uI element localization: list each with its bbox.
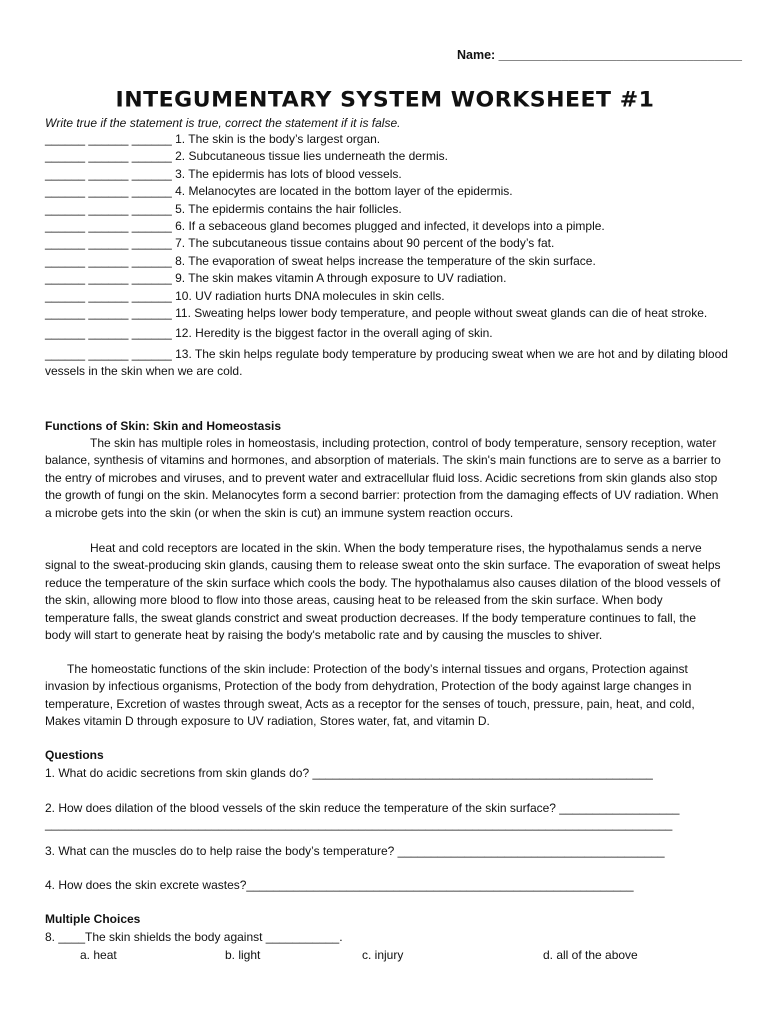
statement-13[interactable]: ______ ______ ______ 13. The skin helps regulate body temperature by producing sweat when we are hot and by dilating blood vessels in the skin when we are cold.	[45, 346, 728, 379]
statement-5[interactable]: ______ ______ ______ 5. The epidermis contains the hair follicles.	[45, 201, 402, 216]
reading-paragraph-2: Heat and cold receptors are located in the skin. When the body temperature rises, the hypothalamus sends a nerve signal to the sweat-producing skin glands, causing them to release sweat onto the skin surface. The evaporation of sweat helps reduce the temperature of the skin surface which cools the body. The hypothalamus also causes dilation of the blood vessels of the skin, allowing more blood to flow into those areas, causing heat to be released from the skin surface. When body temperature falls, the sweat glands constrict and sweat production decreases. If the body temperature continues to fall, the body will start to generate heat by raising the body's metabolic rate and by causing the muscles to shiver.	[45, 541, 721, 643]
reading-heading: Functions of Skin: Skin and Homeostasis	[45, 419, 282, 433]
question-4[interactable]: 4. How does the skin excrete wastes?__________________________________________________________	[45, 878, 634, 892]
multiple-choice-heading: Multiple Choices	[45, 912, 141, 926]
statement-12[interactable]: ______ ______ ______ 12. Heredity is the biggest factor in the overall aging of skin.	[45, 326, 493, 341]
question-2-answer-line[interactable]: ______________________________________________________________________________________________	[45, 817, 673, 831]
statement-3[interactable]: ______ ______ ______ 3. The epidermis has lots of blood vessels.	[45, 166, 402, 181]
option-c[interactable]: c. injury	[362, 948, 404, 962]
option-a[interactable]: a. heat	[80, 948, 117, 962]
statement-6[interactable]: ______ ______ ______ 6. If a sebaceous gland becomes plugged and infected, it develops into a pimple.	[45, 219, 605, 234]
instructions: Write true if the statement is true, correct the statement if it is false.	[45, 116, 401, 130]
statement-7[interactable]: ______ ______ ______ 7. The subcutaneous tissue contains about 90 percent of the body’s fat.	[45, 236, 555, 251]
option-b[interactable]: b. light	[225, 948, 261, 962]
statement-2[interactable]: ______ ______ ______ 2. Subcutaneous tissue lies underneath the dermis.	[45, 149, 448, 164]
questions-heading: Questions	[45, 748, 104, 762]
statement-1[interactable]: ______ ______ ______ 1. The skin is the body’s largest organ.	[45, 132, 381, 146]
statement-8[interactable]: ______ ______ ______ 8. The evaporation of sweat helps increase the temperature of the skin surface.	[45, 253, 596, 268]
reading-paragraph-1: The skin has multiple roles in homeostasis, including protection, control of body temperature, sensory reception, water balance, synthesis of vitamins and hormones, and absorption of materials. The skin's main functions are to serve as a barrier to the entry of microbes and viruses, and to prevent water and extracellular fluid loss. Acidic secretions from skin glands also stop the growth of fungi on the skin. Melanocytes form a second barrier: protection from the damaging effects of UV radiation. When a microbe gets into the skin (or when the skin is cut) an immune system reaction occurs.	[45, 436, 721, 520]
multiple-choice-question-8[interactable]: 8. ____The skin shields the body against ___________.	[45, 930, 343, 944]
worksheet-title: INTEGUMENTARY SYSTEM WORKSHEET #1	[115, 88, 655, 113]
question-1[interactable]: 1. What do acidic secretions from skin glands do? ___________________________________________________	[45, 766, 653, 780]
statement-9[interactable]: ______ ______ ______ 9. The skin makes vitamin A through exposure to UV radiation.	[45, 271, 507, 286]
true-false-list	[45, 131, 735, 381]
statement-11[interactable]: ______ ______ ______ 11. Sweating helps lower body temperature, and people without sweat glands can die of heat stroke.	[45, 306, 708, 321]
statement-4[interactable]: ______ ______ ______ 4. Melanocytes are located in the bottom layer of the epidermis.	[45, 184, 513, 199]
question-3[interactable]: 3. What can the muscles do to help raise the body’s temperature? ________________________________________	[45, 844, 665, 858]
option-d[interactable]: d. all of the above	[543, 948, 638, 962]
question-2[interactable]: 2. How does dilation of the blood vessels of the skin reduce the temperature of the skin surface? __________________	[45, 801, 680, 815]
name-field[interactable]: Name: ___________________________________	[457, 48, 742, 62]
reading-paragraph-3: The homeostatic functions of the skin include: Protection of the body’s internal tissues and organs, Protection against invasion by infectious organisms, Protection of the body from dehydration, Protection of the body against large changes in temperature, Excretion of wastes through sweat, Acts as a receptor for the senses of touch, pressure, pain, heat, and cold, Makes vitamin D through exposure to UV radiation, Stores water, fat, and vitamin D.	[45, 662, 695, 729]
statement-10[interactable]: ______ ______ ______ 10. UV radiation hurts DNA molecules in skin cells.	[45, 288, 445, 303]
